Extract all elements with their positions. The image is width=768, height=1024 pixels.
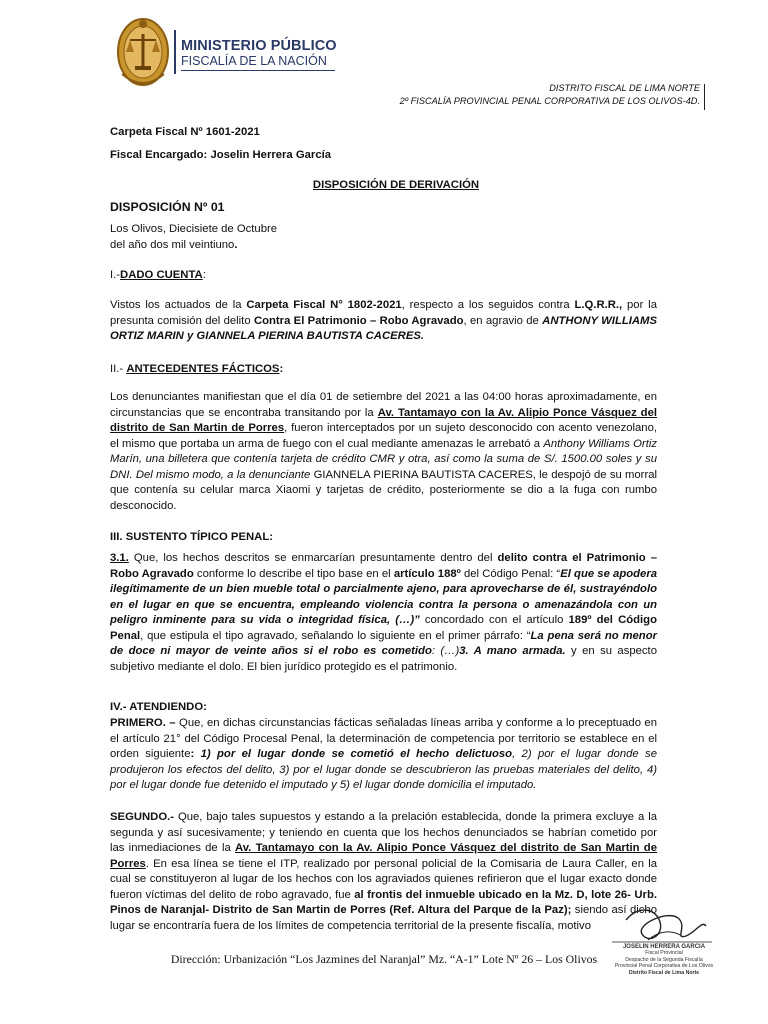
ministerio-publico-seal-logo: [116, 14, 170, 90]
stamp-title: Fiscal Provincial: [645, 950, 683, 957]
institution-name: [181, 38, 341, 69]
fiscal-in-charge: Fiscal Encargado: Joselin Herrera García: [110, 149, 332, 161]
section-1-paragraph: Vistos los actuados de la Carpeta Fiscal N° 1802-2021, respecto a los seguidos contra L.Q.R.R., por la presunta comisión del delito Contra El Patrimonio – Robo Agravado, en agravio de ANTHONY WILLIAMS ORTIZ MARIN y GIANNELA PIERINA BAUTISTA CACERES.: [110, 299, 657, 342]
section-1-heading: I.-DADO CUENTA:: [110, 269, 206, 281]
section-2-heading: II.- ANTECEDENTES FÁCTICOS:: [110, 363, 284, 375]
logo-underline: [181, 70, 335, 71]
stamp-office: Despacho de la Segunda Fiscalía: [625, 956, 703, 963]
logo-divider: [174, 30, 176, 74]
stamp-office-2: Provincial Penal Corporativa de Los Olivos: [614, 963, 714, 970]
first-point-paragraph: PRIMERO. – Que, en dichas circunstancias fácticas señaladas líneas arriba y conforme a lo preceptuado en el artículo 21° del Código Procesal Penal, la determinación de competencia por territorio se establece en el orden siguiente: 1) por el lugar donde se cometió el hecho delictuoso, 2) por el lugar donde se produjeron los efectos del delito, 3) por el lugar donde se descubrieron las pruebas materiales del delito, 4) por el lugar donde fue detenido el imputado y 5) el lugar donde domicilia el imputado.: [110, 717, 657, 791]
date-line-1: Los Olivos, Diecisiete de Octubre: [110, 223, 278, 235]
district-header: [400, 82, 700, 108]
section-4-heading: IV.- ATENDIENDO:: [110, 701, 207, 713]
stamp-district: Distrito Fiscal de Lima Norte: [628, 969, 700, 976]
disposition-number: DISPOSICIÓN Nº 01: [110, 200, 225, 214]
footer-address: Dirección: Urbanización “Los Jazmines del Naranjal” Mz. “A-1” Lote Nº 26 – Los Olivos: [170, 952, 598, 966]
stamp-name: JOSELIN HERRERA GARCIA: [622, 944, 706, 950]
section-3-heading: III. SUSTENTO TÍPICO PENAL:: [110, 531, 273, 543]
section-2-paragraph: Los denunciantes manifiestan que el día 01 de setiembre del 2021 a las 04:00 horas aproximadamente, en circunstancias que se encontraba transitando por la Av. Tantamayo con la Av. Alipio Ponce Vásquez del distrito de San Martin de Porres, fueron interceptados por un sujeto desconocido con acento venezolano, el mismo que portaba un arma de fuego con el cual mediante amenazas le arrebató a Anthony Williams Ortiz Marín, una billetera que contenía tarjeta de crédito CMR y otra, así como la suma de S/. 1500.00 soles y su DNI. Del mismo modo, a la denunciante GIANNELA PIERINA BAUTISTA CACERES, le despojó de su morral que contenía su celular marca Xiaomi y tarjetas de crédito, posteriormente se dio a la fuga con rumbo desconocido.: [110, 391, 658, 512]
second-point-paragraph: SEGUNDO.- Que, bajo tales supuestos y estando a la prelación establecida, donde la primera excluye a la segunda y así sucesivamente; y teniendo en cuenta que los hechos denunciados se habrían cometido por las inmediaciones de la Av. Tantamayo con la Av. Alipio Ponce Vásquez del distrito de San Martin de Porres. En esa línea se tiene el ITP, realizado por personal policial de la Comisaria de Laura Caller, en la cual se constituyeron al lugar de los hechos con los agraviados quienes refirieron que el lugar exacto donde fueron víctimas del delito de robo agravado, fue al frontis del inmueble ubicado en la Mz. D, lote 26- Urb. Pinos de Naranjal- Distrito de San Martin de Porres (Ref. Altura del Parque de la Paz); siendo así dicho lugar se encontraría fuera de los límites de competencia territorial de la presente fiscalía, motivo: [110, 811, 657, 932]
fiscalia-name: 2º FISCALÍA PROVINCIAL PENAL CORPORATIVA DE LOS OLIVOS-4D.: [399, 96, 700, 106]
page-title: DISPOSICIÓN DE DERIVACIÓN: [312, 179, 480, 191]
district-name: DISTRITO FISCAL DE LIMA NORTE: [549, 83, 700, 93]
logo-line-1: MINISTERIO PÚBLICO: [181, 38, 337, 54]
case-number: Carpeta Fiscal Nº 1601-2021: [110, 126, 260, 138]
date-line-2: del año dos mil veintiuno.: [110, 239, 238, 251]
header-vertical-rule: [704, 84, 705, 110]
logo-line-2: FISCALÍA DE LA NACIÓN: [181, 54, 327, 68]
section-3-paragraph: 3.1. Que, los hechos descritos se enmarcarían presuntamente dentro del delito contra el Patrimonio – Robo Agravado conforme lo describe el tipo base en el artículo 188º del Código Penal: “El que se apodera ilegítimamente de un bien mueble total o parcialmente ajeno, para aprovecharse de él, sustrayéndolo en el lugar en que se encuentra, empleando violencia contra la persona o amenazándola con un peligro inminente para su vida o integridad física, (…)” concordado con el artículo 189º del Código Penal, que estipula el tipo agravado, señalando lo siguiente en el primer párrafo: “La pena será no menor de doce ni mayor de veinte años si el robo es cometido: (…)3. A mano armada. y en su aspecto subjetivo mediante el dolo. El bien jurídico protegido es el patrimonio.: [110, 552, 658, 673]
